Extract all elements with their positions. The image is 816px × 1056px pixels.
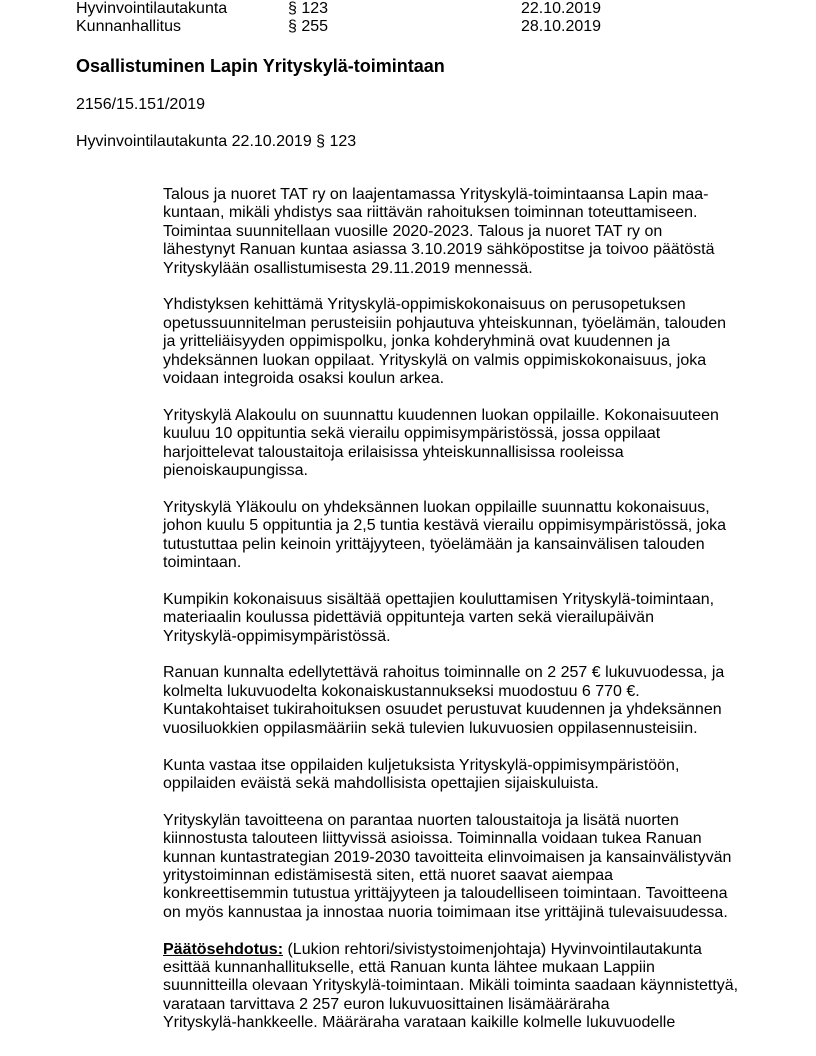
header-section: § 255 [288, 18, 329, 35]
body-paragraph: Yrityskylä Yläkoulu on yhdeksännen luokan oppilaille suunnattu kokonaisuus, johon kuulu 5 oppituntia ja 2,5 tuntia kestävä vierailu oppimisympäristössä, joka tutustuttaa pelin keinoin yrittäjyyteen, työelämään ja kansainvälisen talouden toimintaan. [163, 498, 726, 572]
header-date: 28.10.2019 [521, 18, 602, 35]
body-paragraph: Kumpikin kokonaisuus sisältää opettajien kouluttamisen Yrityskylä-toimintaan, materiaalin koulussa pidettäviä oppitunteja varten sekä vierailupäivän Yrityskylä-oppimisympäristössä. [163, 590, 715, 645]
body-paragraph: Kunta vastaa itse oppilaiden kuljetuksista Yrityskylä-oppimisympäristöön, oppilaiden eväistä sekä mahdollisista opettajien sijaiskuluista. [163, 756, 680, 792]
body-paragraph: Yhdistyksen kehittämä Yrityskylä-oppimiskokonaisuus on perusopetuksen opetussuunnitelman perusteisiin pohjautuva yhteiskunnan, työelämän, talouden ja yritteliäisyyden oppimispolku, jonka kohderyhminä ovat kuudennen ja yhdeksännen luokan oppilaat. Yrityskylä on valmis oppimiskokonaisuus, joka voidaan integroida osaksi koulun arkea. [163, 296, 727, 388]
body-paragraph: Ranuan kunnalta edellytettävä rahoitus toiminnalle on 2 257 € lukuvuodessa, ja kolmelta lukuvuodelta kokonaiskustannukseksi muodostuu 6 770 €. Kuntakohtaiset tukirahoituksen osuudet perustuvat kuudennen ja yhdeksännen vuosiluokkien oppilasmääriin sekä tulevien lukuvuosien oppilasennusteisiin. [163, 664, 725, 737]
body-paragraph: Yrityskylä Alakoulu on suunnattu kuudennen luokan oppilaille. Kokonaisuuteen kuuluu 10 oppituntia sekä vierailu oppimisympäristössä, jossa oppilaat harjoittelevat taloustaitoja erilaisissa yhteiskunnallisissa rooleissa pienoiskaupungissa. [163, 406, 719, 480]
record-number: 2156/15.151/2019 [76, 96, 206, 113]
header-section: § 123 [288, 0, 329, 17]
body-paragraph: Talous ja nuoret TAT ry on laajentamassa Yrityskylä-toimintaansa Lapin maa- kuntaan, mikäli yhdistys saa riittävän rahoituksen toiminnan toteuttamiseen. Toimintaa suunnitellaan vuosille 2020-2023. Talous ja nuoret TAT ry on lähestynyt Ranuan kuntaa asiassa 3.10.2019 sähköpostitse ja toivoo päätöstä Yrityskylään osallistumisesta 29.11.2019 mennessä. [163, 186, 715, 277]
document-title: Osallistuminen Lapin Yrityskylä-toimintaan [76, 56, 445, 76]
document-body [163, 186, 753, 1051]
header-row [76, 0, 776, 18]
decision-proposal [163, 941, 753, 1033]
proposal-label: Päätösehdotus: [163, 940, 284, 958]
header-organ: Hyvinvointilautakunta [76, 0, 228, 17]
body-paragraph: Yrityskylän tavoitteena on parantaa nuorten taloustaitoja ja lisätä nuorten kiinnostusta talouteen liittyvissä asioissa. Toiminnalla voidaan tukea Ranuan kunnan kuntastrategian 2019-2030 tavoitteita elinvoimaisen ja kansainvälistyvän yritystoiminnan edistämisestä siten, että nuoret saavat aiempaa konkreettisemmin tutustua yrittäjyyteen ja taloudelliseen toimintaan. Tavoitteena on myös kannustaa ja innostaa nuoria toimimaan itse yrittäjinä tulevaisuudessa. [163, 811, 732, 921]
meeting-reference: Hyvinvointilautakunta 22.10.2019 § 123 [76, 133, 357, 150]
header-date: 22.10.2019 [521, 0, 602, 17]
header-organ: Kunnanhallitus [76, 18, 181, 35]
header-row [76, 18, 776, 36]
proposal-text: (Lukion rehtori/sivistystoimenjohtaja) Hyvinvointilautakunta esittää kunnanhallitukselle, että Ranuan kunta lähtee mukaan Lappiin suunnitteilla olevaan Yrityskylä-toimintaan. Mikäli toiminta saadaan käynnistettyä, varataan tarvittava 2 257 euron lukuvuosittainen lisämääräraha Yrityskylä-hankkeelle. Määräraha varataan kaikille kolmelle lukuvuodelle [163, 940, 739, 1032]
